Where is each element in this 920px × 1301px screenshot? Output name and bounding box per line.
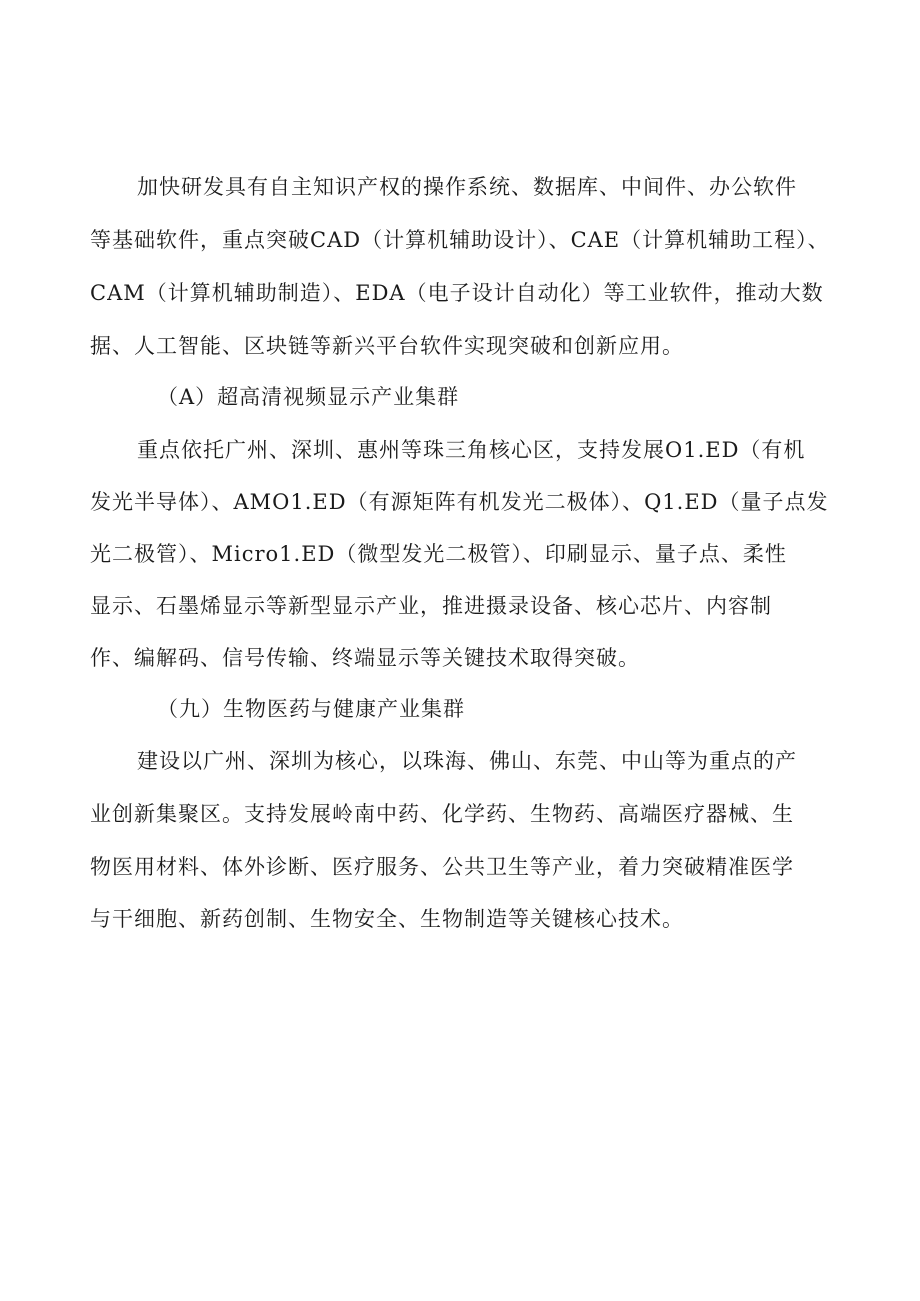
paragraph-3-line-4: 与干细胞、新药创制、生物安全、生物制造等关键核心技术。 (90, 907, 684, 931)
paragraph-3-line-2: 业创新集聚区。支持发展岭南中药、化学药、生物药、高端医疗器械、生 (90, 802, 794, 826)
paragraph-1-line-4: 据、人工智能、区块链等新兴平台软件实现突破和创新应用。 (90, 334, 684, 358)
paragraph-2-line-4: 显示、石墨烯显示等新型显示产业，推进摄录设备、核心芯片、内容制 (90, 594, 772, 618)
paragraph-2-line-1: 重点依托广州、深圳、惠州等珠三角核心区，支持发展O1.ED（有机 (137, 438, 806, 462)
section-heading-9: （九）生物医药与健康产业集群 (157, 697, 465, 721)
paragraph-1-line-3: CAM（计算机辅助制造）、EDA（电子设计自动化）等工业软件，推动大数 (90, 281, 824, 305)
paragraph-2-line-5: 作、编解码、信号传输、终端显示等关键技术取得突破。 (90, 646, 640, 670)
paragraph-3-line-1: 建设以广州、深圳为核心，以珠海、佛山、东莞、中山等为重点的产 (137, 749, 797, 773)
paragraph-1-line-1: 加快研发具有自主知识产权的操作系统、数据库、中间件、办公软件 (137, 175, 797, 199)
section-heading-a: （A）超高清视频显示产业集群 (157, 385, 460, 409)
paragraph-3-line-3: 物医用材料、体外诊断、医疗服务、公共卫生等产业，着力突破精准医学 (90, 855, 794, 879)
paragraph-2-line-3: 光二极管）、Micro1.ED（微型发光二极管）、印刷显示、量子点、柔性 (90, 542, 787, 566)
paragraph-2-line-2: 发光半导体）、AMO1.ED（有源矩阵有机发光二极体）、Q1.ED（量子点发 (90, 490, 829, 514)
paragraph-1-line-2: 等基础软件，重点突破CAD（计算机辅助设计）、CAE（计算机辅助工程）、 (90, 228, 830, 252)
